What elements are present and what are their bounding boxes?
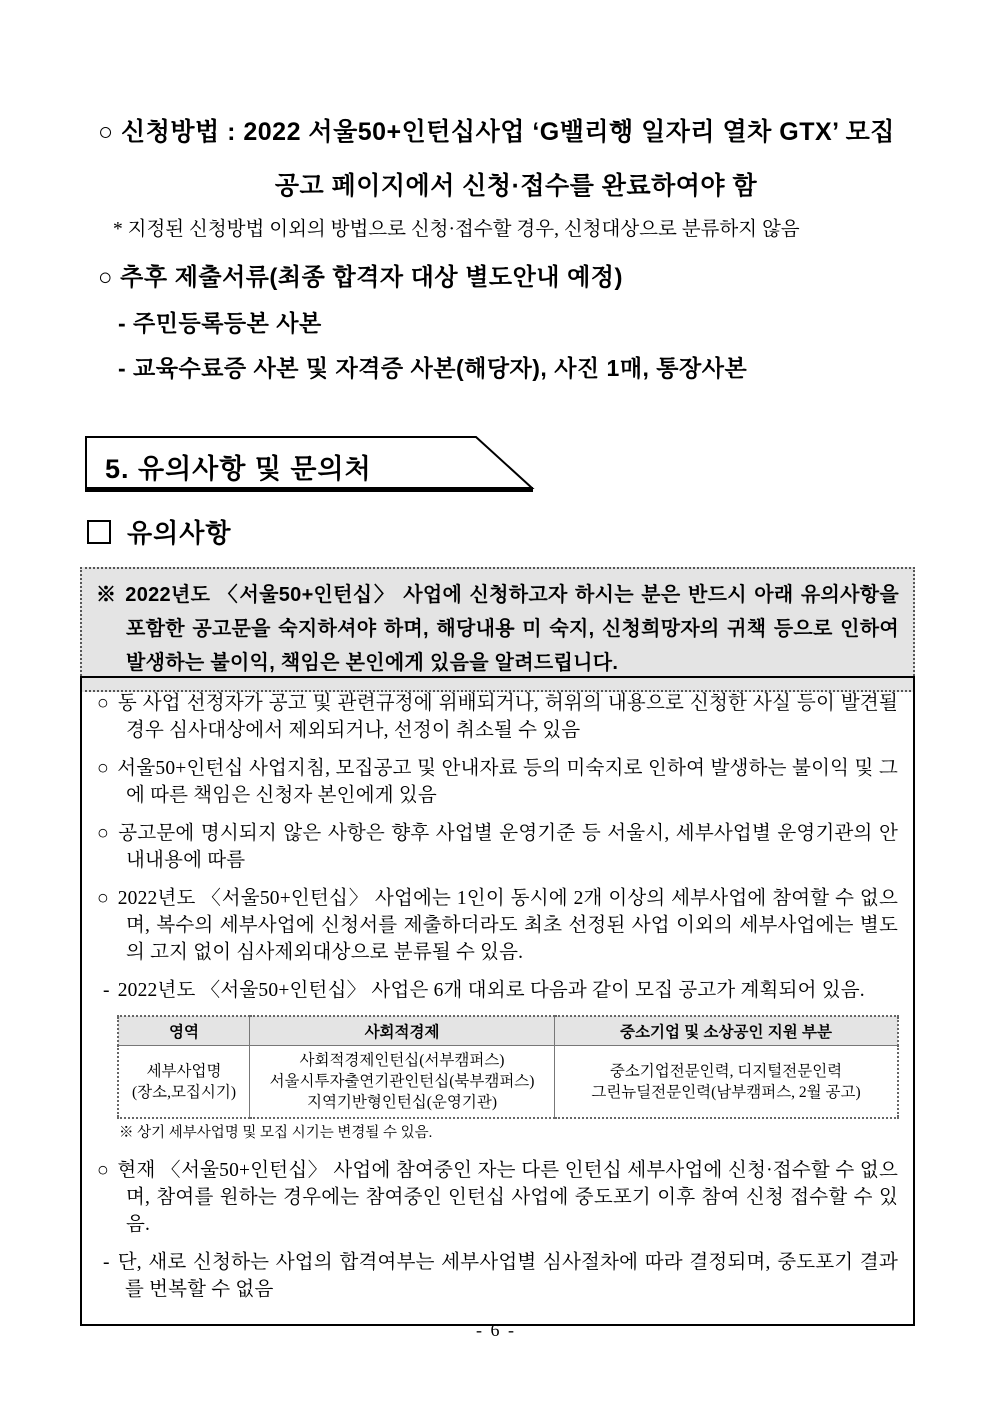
reference-mark-icon: ※	[96, 584, 118, 606]
rule-text: 현재 〈서울50+인턴십〉 사업에 참여중인 자는 다른 인턴십 세부사업에 신청·접수할 수 없으며, 참여를 원하는 경우에는 참여중인 인턴십 사업에 중도포기 이후 참여 신청 접수할 수 있음.	[117, 1160, 899, 1235]
dash-bullet-icon: -	[103, 1252, 110, 1273]
rule-text: 공고문에 명시되지 않은 사항은 향후 사업별 운영기준 등 서울시, 세부사업별 운영기관의 안내내용에 따름	[118, 823, 898, 871]
table-header-sme: 중소기업 및 소상공인 지원 부분	[555, 1016, 899, 1046]
circle-bullet-icon: ○	[97, 823, 111, 844]
rule-text: 서울50+인턴십 사업지침, 모집공고 및 안내자료 등의 미숙지로 인하여 발생하는 불이익 및 그에 따른 책임은 신청자 본인에게 있음	[117, 758, 898, 806]
square-bullet-icon	[87, 520, 111, 544]
cell-line: 중소기업전문인력, 디지털전문인력	[609, 1062, 843, 1080]
future-documents-title: ○ 추후 제출서류(최종 합격자 대상 별도안내 예정)	[98, 264, 623, 291]
cell-sme	[555, 1046, 899, 1119]
circle-bullet-icon: ○	[97, 693, 110, 714]
table-row	[118, 1046, 898, 1119]
table-footnote: ※ 상기 세부사업명 및 모집 시기는 변경될 수 있음.	[119, 1125, 433, 1141]
rule-text: 2022년도 〈서울50+인턴십〉 사업은 6개 대외로 다음과 같이 모집 공고가 계획되어 있음.	[117, 980, 865, 1001]
recruitment-plan-table	[117, 1015, 899, 1119]
rule-text: 단, 새로 신청하는 사업의 합격여부는 세부사업별 심사절차에 따라 결정되며, 중도포기 결과를 번복할 수 없음	[117, 1252, 898, 1300]
subheading	[87, 513, 231, 550]
rule-item	[97, 1157, 898, 1238]
rule-item	[103, 1249, 898, 1303]
document-item: - 교육수료증 사본 및 자격증 사본(해당자), 사진 1매, 통장사본	[118, 355, 748, 381]
cell-line: 지역기반형인턴십(운영기관)	[306, 1094, 497, 1111]
section-title: 5. 유의사항 및 문의처	[105, 454, 372, 484]
section-banner	[85, 435, 535, 493]
rule-item	[97, 885, 898, 966]
rule-text: 동 사업 선정자가 공고 및 관련규정에 위배되거나, 허위의 내용으로 신청한 사실 등이 발견될 경우 심사대상에서 제외되거나, 선정이 취소될 수 있음	[117, 693, 898, 741]
application-method-line2: 공고 페이지에서 신청·접수를 완료하여야 함	[274, 172, 758, 200]
cell-social	[250, 1046, 555, 1119]
rule-item	[97, 820, 898, 874]
rule-item	[97, 755, 898, 809]
circle-bullet-icon: ○	[97, 1160, 110, 1181]
notice-box	[80, 567, 915, 692]
table-header-row	[118, 1016, 898, 1046]
table-header-area: 영역	[118, 1016, 250, 1046]
dash-bullet-icon: -	[103, 980, 110, 1001]
cell-line: 서울시투자출연기관인턴십(북부캠퍼스)	[269, 1073, 535, 1090]
cell-area	[118, 1046, 250, 1119]
cell-line: 세부사업명	[146, 1062, 222, 1080]
rule-text: 2022년도 〈서울50+인턴십〉 사업에는 1인이 동시에 2개 이상의 세부사업에 참여할 수 없으며, 복수의 세부사업에 신청서를 제출하더라도 최초 선정된 사업 이외의 세부사업에는 별도의 고지 없이 심사제외대상으로 분류될 수 있음.	[117, 888, 898, 963]
rule-item	[97, 690, 898, 744]
table-header-social: 사회적경제	[250, 1016, 555, 1046]
notice-body: 2022년도 〈서울50+인턴십〉 사업에 신청하고자 하시는 분은 반드시 아래 유의사항을 포함한 공고문을 숙지하셔야 하며, 해당내용 미 숙지, 신청희망자의 귀책 등으로 인하여 발생하는 불이익, 책임은 본인에게 있음을 알려드립니다.	[125, 584, 899, 674]
cell-line: (장소,모집시기)	[131, 1083, 237, 1101]
circle-bullet-icon: ○	[97, 758, 110, 779]
cell-line: 그린뉴딜전문인력(남부캠퍼스, 2월 공고)	[591, 1083, 861, 1101]
application-method-note: * 지정된 신청방법 이외의 방법으로 신청·접수할 경우, 신청대상으로 분류하지 않음	[113, 219, 800, 240]
rule-item	[103, 977, 898, 1004]
circle-bullet-icon: ○	[97, 888, 110, 909]
page-number: - 6 -	[476, 1320, 516, 1340]
application-method-line1: ○ 신청방법 : 2022 서울50+인턴십사업 ‘G밸리행 일자리 열차 GTX’ 모집	[98, 118, 895, 146]
cell-line: 사회적경제인턴십(서부캠퍼스)	[299, 1052, 505, 1069]
notice-text	[96, 578, 899, 680]
subheading-label: 유의사항	[127, 518, 232, 548]
rules-box	[80, 676, 915, 1326]
document-item: - 주민등록등본 사본	[118, 310, 322, 336]
